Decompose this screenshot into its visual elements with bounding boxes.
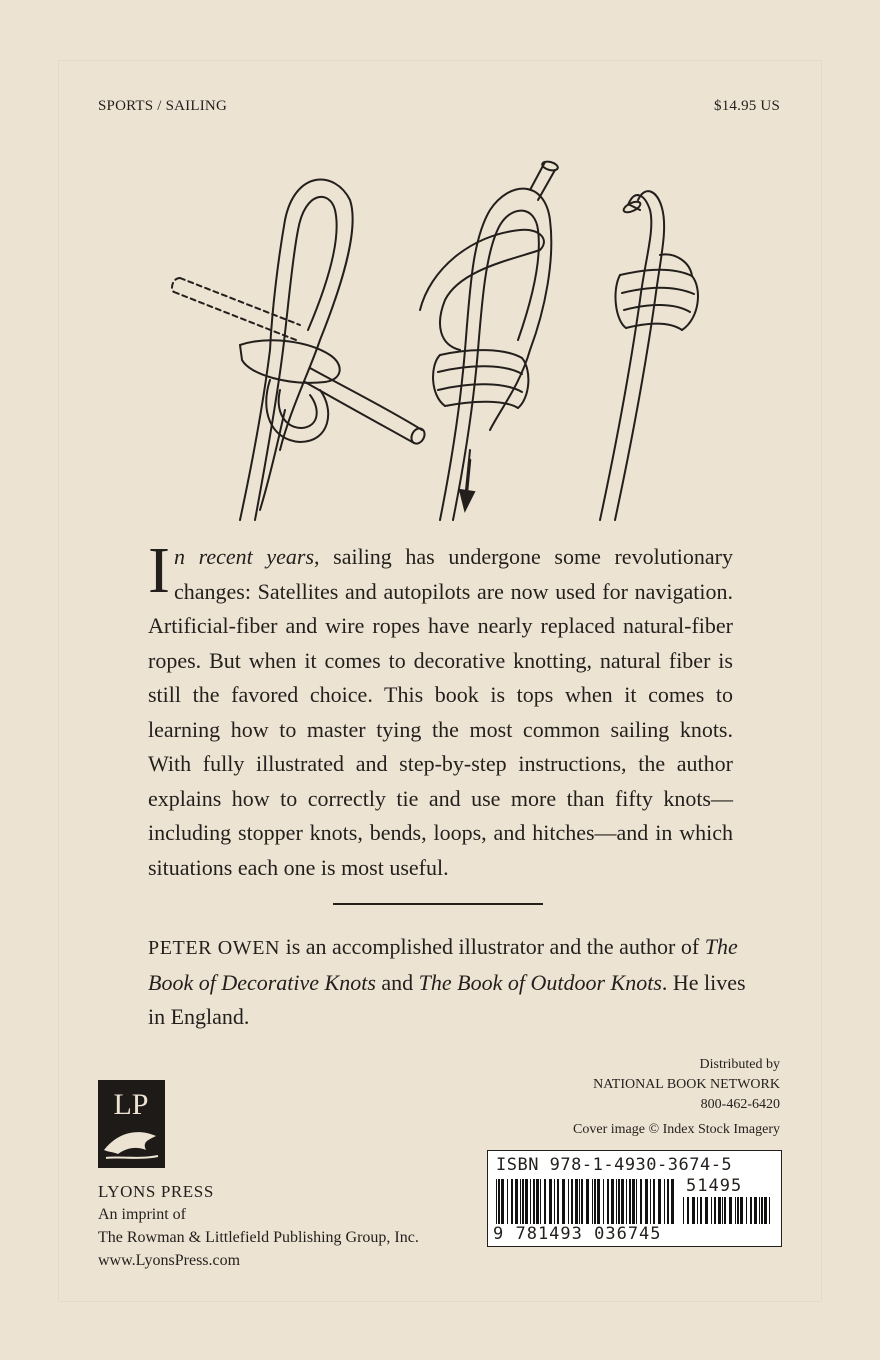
- description-text: , sailing has undergone some revolutionary changes: Satellites and autopilots are now used for navigation. Artificial-fiber and wire ropes have nearly replaced natural-fiber ropes. But when it comes to decorative knotting, natural fiber is still the favored choice. This book is tops when it comes to learning how to master tying the most common sailing knots. With fully illustrated and step-by-step instructions, the author explains how to correctly tie and use more than fifty knots—including stopper knots, bends, loops, and hitches—and in which situations each one is most useful.: [148, 544, 734, 880]
- barcode-bar: [705, 1197, 708, 1224]
- barcode-bar: [650, 1179, 651, 1224]
- barcode-bar: [611, 1179, 614, 1224]
- knot-step-2: [420, 160, 559, 520]
- barcode-bar: [764, 1197, 767, 1224]
- barcode-bar: [498, 1179, 500, 1224]
- barcode-bar: [769, 1197, 770, 1224]
- knot-illustration: [160, 150, 760, 530]
- barcode-bar: [737, 1197, 739, 1224]
- barcode-bar: [549, 1179, 552, 1224]
- book-title-1: The Book of Decorative Knots: [148, 934, 738, 995]
- price-code: 51495: [686, 1176, 743, 1196]
- barcode-bar: [562, 1179, 565, 1224]
- lead-italic: n recent years: [173, 544, 315, 569]
- bio-and: and: [375, 969, 419, 995]
- author-bio: [148, 930, 748, 1035]
- bio-text-1: is an accomplished illustrator and the author of: [280, 934, 705, 959]
- barcode-bar: [568, 1179, 569, 1224]
- barcode-bar: [761, 1197, 763, 1224]
- barcode-bar: [759, 1197, 760, 1224]
- distributor-phone: 800-462-6420: [700, 1097, 780, 1112]
- isbn-number: ISBN 978-1-4930-3674-5: [496, 1155, 733, 1175]
- barcode-bar: [700, 1197, 702, 1224]
- logo-letters: LP: [113, 1088, 149, 1121]
- barcode-bar: [520, 1179, 521, 1224]
- barcode-bar: [750, 1197, 752, 1224]
- distribution-info: [593, 1055, 780, 1115]
- barcode-bars: [496, 1179, 676, 1224]
- barcode-bar: [581, 1179, 583, 1224]
- barcode-digits: 9 781493 036745: [493, 1224, 662, 1244]
- barcode-bar: [697, 1197, 698, 1224]
- barcode-bar: [571, 1179, 573, 1224]
- publishing-group: The Rowman & Littlefield Publishing Group, Inc.: [98, 1229, 419, 1246]
- author-name: PETER OWEN: [148, 937, 281, 959]
- knot-step-1: [172, 180, 427, 520]
- barcode-bar: [533, 1179, 535, 1224]
- isbn-barcode: [487, 1150, 782, 1247]
- barcode-bar: [515, 1179, 518, 1224]
- barcode-bar: [522, 1179, 524, 1224]
- divider-rule: [333, 903, 543, 905]
- barcode-bar: [754, 1197, 757, 1224]
- book-description: [148, 534, 734, 885]
- barcode-bar: [496, 1179, 497, 1224]
- barcode-bar: [735, 1197, 736, 1224]
- barcode-bar: [664, 1179, 665, 1224]
- barcode-bar: [718, 1197, 721, 1224]
- publisher-info: [98, 1180, 419, 1272]
- price-label: $14.95 US: [714, 98, 780, 114]
- barcode-bar: [536, 1179, 539, 1224]
- barcode-bar: [597, 1179, 600, 1224]
- barcode-bar: [667, 1179, 669, 1224]
- barcode-bar: [711, 1197, 712, 1224]
- barcode-bar: [575, 1179, 578, 1224]
- book-title-2: The Book of Outdoor Knots: [418, 969, 662, 995]
- barcode-bar: [579, 1179, 580, 1224]
- barcode-bar: [658, 1179, 661, 1224]
- barcode-bar: [511, 1179, 513, 1224]
- barcode-bar: [724, 1197, 726, 1224]
- barcode-bar: [645, 1179, 648, 1224]
- barcode-bar: [554, 1179, 555, 1224]
- price-barcode-bars: [683, 1197, 773, 1224]
- barcode-bar: [722, 1197, 723, 1224]
- barcode-bar: [683, 1197, 684, 1224]
- barcode-bar: [746, 1197, 747, 1224]
- barcode-bar: [501, 1179, 504, 1224]
- barcode-bar: [640, 1179, 642, 1224]
- cover-image-credit: Cover image © Index Stock Imagery: [573, 1122, 780, 1137]
- barcode-bar: [671, 1179, 674, 1224]
- barcode-bar: [692, 1197, 695, 1224]
- barcode-bar: [687, 1197, 689, 1224]
- barcode-bar: [592, 1179, 593, 1224]
- barcode-bar: [632, 1179, 635, 1224]
- imprint-line: An imprint of: [98, 1206, 186, 1223]
- barcode-bar: [740, 1197, 743, 1224]
- knot-step-3: [600, 191, 698, 520]
- drop-cap: I: [148, 534, 170, 607]
- lyons-press-logo: [98, 1080, 165, 1168]
- barcode-bar: [626, 1179, 627, 1224]
- publisher-website[interactable]: www.LyonsPress.com: [98, 1252, 241, 1269]
- barcode-bar: [557, 1179, 559, 1224]
- barcode-bar: [653, 1179, 655, 1224]
- barcode-bar: [507, 1179, 508, 1224]
- distributor-name: NATIONAL BOOK NETWORK: [593, 1077, 780, 1092]
- publisher-name: LYONS PRESS: [98, 1182, 214, 1201]
- barcode-bar: [616, 1179, 617, 1224]
- distributed-by: Distributed by: [699, 1057, 780, 1072]
- barcode-bar: [607, 1179, 609, 1224]
- barcode-bar: [544, 1179, 546, 1224]
- barcode-bar: [714, 1197, 716, 1224]
- barcode-bar: [594, 1179, 596, 1224]
- barcode-bar: [621, 1179, 624, 1224]
- barcode-bar: [530, 1179, 531, 1224]
- barcode-bar: [603, 1179, 604, 1224]
- barcode-bar: [525, 1179, 528, 1224]
- barcode-bar: [629, 1179, 631, 1224]
- barcode-bar: [540, 1179, 541, 1224]
- category-label: SPORTS / SAILING: [98, 98, 227, 114]
- bio-text-2: . He lives in England.: [148, 969, 746, 1029]
- barcode-bar: [636, 1179, 637, 1224]
- barcode-bar: [586, 1179, 589, 1224]
- barcode-bar: [618, 1179, 620, 1224]
- barcode-bar: [729, 1197, 732, 1224]
